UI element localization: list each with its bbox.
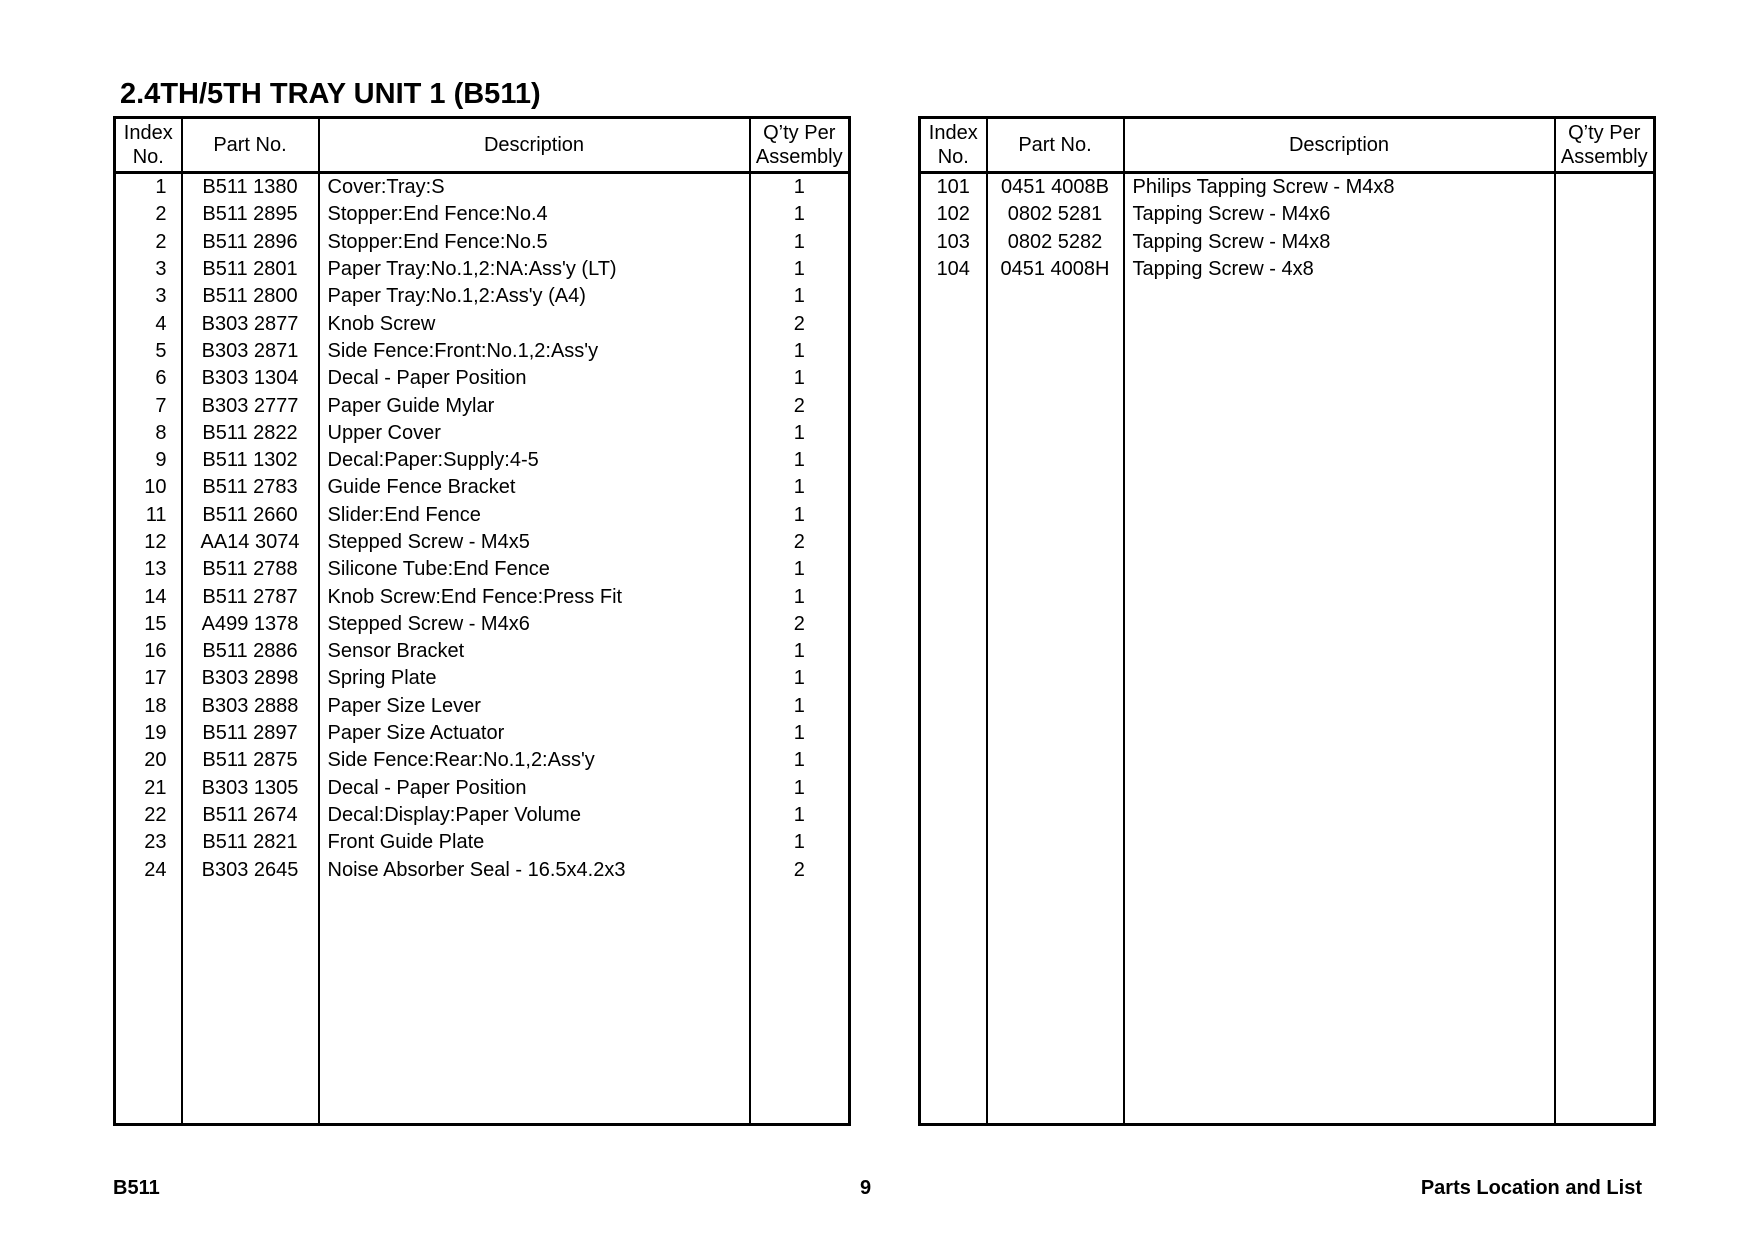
table-row [115, 775, 850, 802]
cell-qty: 1 [750, 502, 850, 529]
empty-cell [1124, 283, 1555, 1124]
cell-description: Stopper:End Fence:No.5 [319, 229, 750, 256]
cell-part-no: B511 2787 [182, 583, 319, 610]
cell-index: 18 [115, 693, 182, 720]
cell-index: 103 [920, 229, 987, 256]
cell-description: Noise Absorber Seal - 16.5x4.2x3 [319, 856, 750, 883]
cell-qty: 1 [750, 693, 850, 720]
cell-index: 1 [115, 173, 182, 202]
cell-index: 8 [115, 420, 182, 447]
cell-description: Paper Size Lever [319, 693, 750, 720]
cell-part-no: B511 2783 [182, 474, 319, 501]
cell-part-no: B511 1380 [182, 173, 319, 202]
cell-description: Sensor Bracket [319, 638, 750, 665]
cell-description: Philips Tapping Screw - M4x8 [1124, 173, 1555, 202]
cell-index: 6 [115, 365, 182, 392]
cell-qty: 1 [750, 583, 850, 610]
cell-qty: 2 [750, 392, 850, 419]
cell-qty: 2 [750, 611, 850, 638]
cell-index: 19 [115, 720, 182, 747]
cell-description: Decal:Paper:Supply:4-5 [319, 447, 750, 474]
cell-part-no: B511 2788 [182, 556, 319, 583]
cell-part-no: 0802 5282 [987, 229, 1124, 256]
header-qty-per-assembly: Q’ty Per Assembly [750, 118, 850, 173]
cell-qty: 1 [750, 256, 850, 283]
cell-part-no: B511 2821 [182, 829, 319, 856]
cell-part-no: 0802 5281 [987, 201, 1124, 228]
cell-index: 102 [920, 201, 987, 228]
cell-qty: 2 [750, 529, 850, 556]
footer-page-number: 9 [860, 1177, 872, 1199]
table-header-row [115, 118, 850, 173]
parts-table-left [113, 116, 851, 1126]
empty-cell [182, 884, 319, 1125]
cell-qty: 1 [750, 201, 850, 228]
cell-description: Guide Fence Bracket [319, 474, 750, 501]
cell-description: Side Fence:Front:No.1,2:Ass'y [319, 338, 750, 365]
footer-section: Parts Location and List [1420, 1177, 1642, 1199]
cell-index: 2 [115, 229, 182, 256]
cell-part-no: B303 2898 [182, 665, 319, 692]
cell-index: 3 [115, 283, 182, 310]
cell-qty: 1 [750, 747, 850, 774]
footer-model: B511 [113, 1177, 160, 1199]
table-row [115, 693, 850, 720]
cell-description: Stepped Screw - M4x5 [319, 529, 750, 556]
cell-index: 7 [115, 392, 182, 419]
cell-part-no: B303 2877 [182, 310, 319, 337]
cell-qty: 1 [750, 775, 850, 802]
cell-description: Tapping Screw - M4x8 [1124, 229, 1555, 256]
table-row [115, 638, 850, 665]
cell-index: 24 [115, 856, 182, 883]
cell-index: 101 [920, 173, 987, 202]
empty-cell [319, 884, 750, 1125]
cell-description: Tapping Screw - 4x8 [1124, 256, 1555, 283]
cell-part-no: A499 1378 [182, 611, 319, 638]
empty-cell [750, 884, 850, 1125]
table-row [115, 720, 850, 747]
table-row [920, 173, 1655, 202]
table-row [115, 447, 850, 474]
cell-qty [1555, 201, 1655, 228]
parts-table-right [918, 116, 1656, 1126]
table-row [920, 201, 1655, 228]
cell-qty: 1 [750, 720, 850, 747]
cell-qty: 1 [750, 802, 850, 829]
table-row [115, 420, 850, 447]
cell-index: 21 [115, 775, 182, 802]
page-title: 2.4TH/5TH TRAY UNIT 1 (B511) [120, 78, 541, 110]
table-row [115, 229, 850, 256]
table-row [115, 201, 850, 228]
cell-description: Decal - Paper Position [319, 775, 750, 802]
cell-qty: 1 [750, 556, 850, 583]
cell-part-no: B511 2895 [182, 201, 319, 228]
cell-qty: 1 [750, 338, 850, 365]
cell-qty: 1 [750, 665, 850, 692]
table-row [115, 256, 850, 283]
header-description: Description [1124, 118, 1555, 173]
cell-index: 11 [115, 502, 182, 529]
table-row [115, 665, 850, 692]
cell-description: Paper Tray:No.1,2:NA:Ass'y (LT) [319, 256, 750, 283]
table-row [920, 256, 1655, 283]
cell-index: 20 [115, 747, 182, 774]
cell-part-no: B303 2645 [182, 856, 319, 883]
table-row [115, 611, 850, 638]
cell-description: Front Guide Plate [319, 829, 750, 856]
cell-qty [1555, 173, 1655, 202]
cell-qty: 1 [750, 229, 850, 256]
table-row [115, 829, 850, 856]
cell-part-no: B511 2800 [182, 283, 319, 310]
cell-index: 3 [115, 256, 182, 283]
cell-description: Paper Size Actuator [319, 720, 750, 747]
table-filler-row [115, 884, 850, 1125]
cell-part-no: 0451 4008H [987, 256, 1124, 283]
cell-qty: 1 [750, 447, 850, 474]
cell-description: Upper Cover [319, 420, 750, 447]
cell-qty: 1 [750, 173, 850, 202]
header-index-no: Index No. [920, 118, 987, 173]
cell-qty: 2 [750, 856, 850, 883]
cell-part-no: 0451 4008B [987, 173, 1124, 202]
cell-part-no: B511 2897 [182, 720, 319, 747]
cell-part-no: B511 2886 [182, 638, 319, 665]
cell-index: 10 [115, 474, 182, 501]
cell-qty [1555, 256, 1655, 283]
cell-description: Knob Screw:End Fence:Press Fit [319, 583, 750, 610]
table-row [115, 474, 850, 501]
cell-description: Paper Guide Mylar [319, 392, 750, 419]
cell-description: Stopper:End Fence:No.4 [319, 201, 750, 228]
header-part-no: Part No. [182, 118, 319, 173]
table-row [920, 229, 1655, 256]
cell-index: 4 [115, 310, 182, 337]
cell-part-no: B303 2888 [182, 693, 319, 720]
table-header-row [920, 118, 1655, 173]
cell-description: Tapping Screw - M4x6 [1124, 201, 1555, 228]
cell-qty: 1 [750, 638, 850, 665]
cell-index: 22 [115, 802, 182, 829]
table-row [115, 583, 850, 610]
table-row [115, 856, 850, 883]
empty-cell [1555, 283, 1655, 1124]
cell-qty [1555, 229, 1655, 256]
header-index-no: Index No. [115, 118, 182, 173]
header-description: Description [319, 118, 750, 173]
cell-part-no: B303 1305 [182, 775, 319, 802]
cell-qty: 1 [750, 420, 850, 447]
table-row [115, 747, 850, 774]
table-row [115, 173, 850, 202]
header-part-no: Part No. [987, 118, 1124, 173]
cell-part-no: B511 2875 [182, 747, 319, 774]
cell-index: 15 [115, 611, 182, 638]
cell-index: 5 [115, 338, 182, 365]
cell-index: 12 [115, 529, 182, 556]
empty-cell [987, 283, 1124, 1124]
table-row [115, 365, 850, 392]
cell-index: 14 [115, 583, 182, 610]
cell-part-no: B511 2896 [182, 229, 319, 256]
cell-part-no: AA14 3074 [182, 529, 319, 556]
cell-part-no: B303 1304 [182, 365, 319, 392]
cell-qty: 1 [750, 829, 850, 856]
cell-index: 2 [115, 201, 182, 228]
cell-qty: 1 [750, 365, 850, 392]
table-row [115, 392, 850, 419]
empty-cell [920, 283, 987, 1124]
table-row [115, 502, 850, 529]
table-filler-row [920, 283, 1655, 1124]
cell-part-no: B511 2801 [182, 256, 319, 283]
header-qty-per-assembly: Q’ty Per Assembly [1555, 118, 1655, 173]
cell-index: 17 [115, 665, 182, 692]
cell-part-no: B511 2660 [182, 502, 319, 529]
cell-index: 104 [920, 256, 987, 283]
cell-part-no: B303 2777 [182, 392, 319, 419]
empty-cell [115, 884, 182, 1125]
cell-description: Cover:Tray:S [319, 173, 750, 202]
cell-qty: 1 [750, 474, 850, 501]
cell-part-no: B511 2822 [182, 420, 319, 447]
table-row [115, 556, 850, 583]
table-row [115, 802, 850, 829]
cell-part-no: B511 2674 [182, 802, 319, 829]
cell-index: 16 [115, 638, 182, 665]
cell-description: Silicone Tube:End Fence [319, 556, 750, 583]
cell-index: 23 [115, 829, 182, 856]
table-row [115, 529, 850, 556]
cell-description: Side Fence:Rear:No.1,2:Ass'y [319, 747, 750, 774]
cell-qty: 2 [750, 310, 850, 337]
cell-description: Stepped Screw - M4x6 [319, 611, 750, 638]
cell-description: Knob Screw [319, 310, 750, 337]
table-row [115, 283, 850, 310]
cell-description: Decal - Paper Position [319, 365, 750, 392]
table-row [115, 338, 850, 365]
table-row [115, 310, 850, 337]
cell-part-no: B511 1302 [182, 447, 319, 474]
cell-index: 13 [115, 556, 182, 583]
cell-description: Paper Tray:No.1,2:Ass'y (A4) [319, 283, 750, 310]
cell-qty: 1 [750, 283, 850, 310]
cell-description: Decal:Display:Paper Volume [319, 802, 750, 829]
cell-index: 9 [115, 447, 182, 474]
cell-description: Slider:End Fence [319, 502, 750, 529]
cell-description: Spring Plate [319, 665, 750, 692]
cell-part-no: B303 2871 [182, 338, 319, 365]
